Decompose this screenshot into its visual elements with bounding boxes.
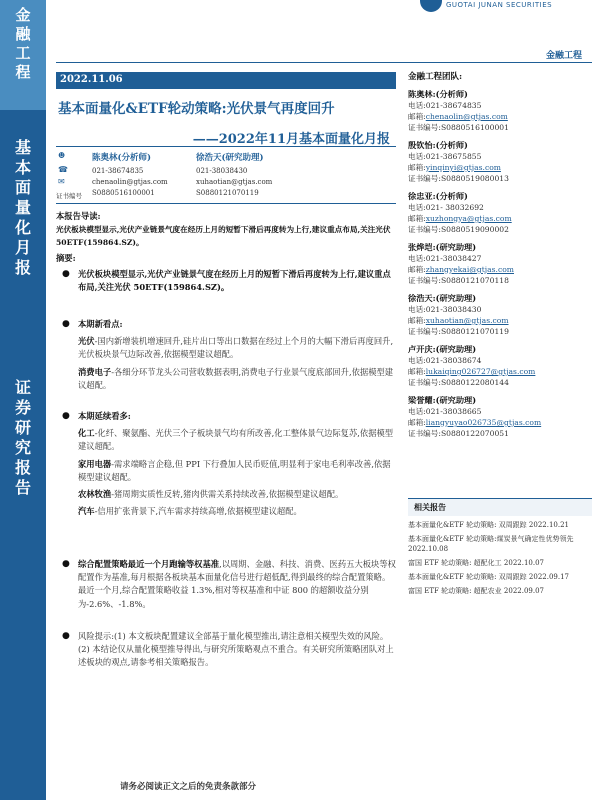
team-member bbox=[408, 139, 592, 184]
paragraph-label: 消费电子 bbox=[78, 366, 112, 377]
analyst-phone: 021-38038430 bbox=[196, 167, 248, 175]
related-report-item[interactable]: 基本面量化&ETF 轮动策略: 双周跟踪 2022.10.21 bbox=[408, 521, 570, 529]
related-reports bbox=[408, 498, 592, 596]
team-member bbox=[408, 343, 592, 388]
member-phone: 电话:021- 38032692 bbox=[408, 203, 484, 212]
date-bar bbox=[56, 72, 396, 89]
guide-heading: 本报告导读: bbox=[56, 211, 101, 221]
member-name: 徐忠亚:(分析师) bbox=[408, 191, 468, 201]
member-email[interactable]: 邮箱:zhangyekai@gtjas.com bbox=[408, 265, 514, 274]
abstract-label bbox=[56, 252, 396, 265]
member-phone: 电话:021-38038427 bbox=[408, 254, 482, 263]
bullet-content bbox=[78, 318, 398, 392]
left-sidebar bbox=[0, 0, 46, 800]
sidebar-mid-label: 基 本 面 量 化 月 报 bbox=[14, 138, 31, 277]
bullet-icon: ● bbox=[62, 269, 70, 279]
abstract-heading: 摘要: bbox=[56, 253, 76, 263]
report-title: 基本面量化&ETF轮动策略:光伏景气再度回升 bbox=[58, 101, 335, 117]
paragraph-text: ,以周期、金融、科技、消费、医药五大板块等权配置作为基准,每月根据各板块基本面量化信号进行超低配,得到最终的综合配置策略。最近一个月,综合配置策略收益 1.3%,相对等权基准和中证 800 的超额收益分别为-2.6%、-1.8%。 bbox=[78, 559, 396, 609]
member-email[interactable]: 邮箱:chenaolin@gtjas.com bbox=[408, 112, 508, 121]
team-member bbox=[408, 190, 592, 235]
member-cert: 证书编号:S0880122080144 bbox=[408, 378, 509, 387]
guide-section bbox=[56, 210, 396, 250]
analyst-card bbox=[92, 151, 168, 199]
paragraph-text: -化纤、聚氨酯、光伏三个子板块景气均有所改善,化工整体景气边际复苏,依据模型建议超配。 bbox=[78, 428, 394, 452]
member-cert: 证书编号:S0880121070118 bbox=[408, 276, 509, 285]
analyst-name: 陈奥林(分析师) bbox=[92, 153, 152, 163]
paragraph-label: 化工 bbox=[78, 428, 95, 439]
analyst-email[interactable]: chenaolin@gtjas.com bbox=[92, 178, 168, 186]
related-report-item[interactable]: 富国 ETF 轮动策略: 超配农业 2022.09.07 bbox=[408, 587, 544, 595]
bullet-paragraph bbox=[78, 427, 398, 453]
bullet-paragraph bbox=[78, 488, 398, 501]
bullet-content bbox=[78, 410, 398, 518]
team-member bbox=[408, 88, 592, 133]
related-report-item[interactable]: 富国 ETF 轮动策略: 超配化工 2022.10.07 bbox=[408, 559, 544, 567]
person-icon: ☻ bbox=[58, 151, 66, 160]
member-name: 梁誉耀:(研究助理) bbox=[408, 395, 477, 405]
paragraph-label: 农林牧渔 bbox=[78, 489, 112, 500]
paragraph-label: 汽车 bbox=[78, 506, 95, 517]
paragraph-text: -猪周期实质性反转,猪肉供需关系持续改善,依据模型建议超配。 bbox=[111, 489, 344, 500]
sidebar-bottom-label: 证 券 研 究 报 告 bbox=[14, 378, 31, 497]
member-email[interactable]: 邮箱:xuzhongya@gtjas.com bbox=[408, 214, 512, 223]
member-phone: 电话:021-38675855 bbox=[408, 152, 482, 161]
team-heading: 金融工程团队: bbox=[408, 72, 463, 82]
analyst-cert: S0880121070119 bbox=[196, 189, 259, 197]
member-cert: 证书编号:S0880121070119 bbox=[408, 327, 509, 336]
bullet-icon: ● bbox=[62, 319, 70, 329]
guide-text: 光伏板块模型显示,光伏产业链景气度在经历上月的短暂下滑后再度转为上行,建议重点布局,关注光伏 50ETF(159864.SZ)。 bbox=[56, 225, 391, 248]
paragraph-text: -各细分环节龙头公司营收数据表明,消费电子行业景气度底部回升,依据模型建议超配。 bbox=[78, 366, 394, 390]
paragraph-label: 家用电器 bbox=[78, 458, 112, 469]
bullet-heading: 本期延续看多: bbox=[78, 411, 131, 421]
member-name: 卢开庆:(研究助理) bbox=[408, 344, 477, 354]
logo-mark-icon bbox=[420, 0, 442, 12]
report-date: 2022.11.06 bbox=[60, 74, 123, 85]
cert-label: 证书编号 bbox=[56, 192, 82, 200]
logo-text: GUOTAI JUNAN SECURITIES bbox=[446, 1, 553, 9]
analyst-card bbox=[196, 151, 272, 199]
analyst-phone: 021-38674835 bbox=[92, 167, 144, 175]
risk-warning: 风险提示:(1) 本文板块配置建议全部基于量化模型推出,请注意相关模型失效的风险。(2) 本结论仅从量化模型推导得出,与研究所策略观点不重合。有关研究所策略团队对上述板块的观点,请参考相关策略报告。 bbox=[78, 631, 394, 668]
team-member bbox=[408, 241, 592, 286]
member-cert: 证书编号:S0880516100001 bbox=[408, 123, 509, 132]
team-panel bbox=[408, 70, 592, 438]
mail-icon: ✉ bbox=[58, 177, 65, 186]
related-report-item[interactable]: 基本面量化&ETF 轮动策略: 双周跟踪 2022.09.17 bbox=[408, 573, 570, 581]
bullet-paragraph bbox=[78, 558, 398, 611]
sidebar-top-label: 金 融 工 程 bbox=[15, 6, 31, 81]
bullet-icon: ● bbox=[62, 631, 70, 641]
analyst-name: 徐浩天(研究助理) bbox=[196, 153, 264, 163]
member-cert: 证书编号:S0880122070051 bbox=[408, 429, 509, 438]
member-phone: 电话:021-38038665 bbox=[408, 407, 482, 416]
analyst-box bbox=[56, 146, 396, 204]
member-phone: 电话:021-38038674 bbox=[408, 356, 482, 365]
disclaimer-footer: 请务必阅读正文之后的免责条款部分 bbox=[120, 782, 257, 792]
member-cert: 证书编号:S0880519090002 bbox=[408, 225, 509, 234]
bullet-paragraph bbox=[78, 505, 398, 518]
bullet-icon: ● bbox=[62, 411, 70, 421]
paragraph-label: 光伏 bbox=[78, 336, 95, 347]
bullet-heading: 本期新看点: bbox=[78, 319, 123, 329]
paragraph-text: -信用扩张背景下,汽车需求持续高增,依据模型建议超配。 bbox=[94, 506, 302, 517]
member-phone: 电话:021-38674835 bbox=[408, 101, 482, 110]
related-report-item[interactable]: 基本面量化&ETF 轮动策略:煤炭景气确定性优势领先 2022.10.08 bbox=[408, 535, 574, 553]
member-email[interactable]: 邮箱:lukaiqing026727@gtjas.com bbox=[408, 367, 536, 376]
paragraph-label: 综合配置策略最近一个月跑输等权基准 bbox=[78, 559, 220, 569]
analyst-email[interactable]: xuhaotian@gtjas.com bbox=[196, 178, 273, 186]
company-logo bbox=[420, 0, 600, 14]
member-phone: 电话:021-38038430 bbox=[408, 305, 482, 314]
member-name: 陈奥林:(分析师) bbox=[408, 89, 468, 99]
team-member bbox=[408, 292, 592, 337]
member-email[interactable]: 邮箱:xuhaotian@gtjas.com bbox=[408, 316, 509, 325]
related-heading: 相关报告 bbox=[408, 498, 592, 516]
member-name: 张烨垲:(研究助理) bbox=[408, 242, 477, 252]
bullet-paragraph bbox=[78, 366, 398, 392]
analyst-cert: S0880516100001 bbox=[92, 189, 155, 197]
report-subtitle: ——2022年11月基本面量化月报 bbox=[192, 132, 390, 147]
paragraph-text: -国内新增装机增速回升,硅片出口等出口数据在经过上个月的大幅下滑后再度回升,光伏板块景气边际改善,依据模型建议超配。 bbox=[78, 336, 394, 360]
team-member bbox=[408, 394, 592, 439]
bullet-paragraph bbox=[78, 458, 398, 484]
related-list bbox=[408, 520, 592, 596]
bullet-paragraph bbox=[78, 335, 398, 361]
member-name: 徐浩天:(研究助理) bbox=[408, 293, 477, 303]
member-cert: 证书编号:S0880519080013 bbox=[408, 174, 509, 183]
bullet-icon: ● bbox=[62, 559, 70, 569]
paragraph-text: -需求端略言企稳,但 PPI 下行叠加人民币贬值,明显利于家电毛利率改善,依据模型建议超配。 bbox=[78, 458, 391, 482]
phone-icon: ☎ bbox=[58, 165, 68, 174]
member-name: 殷钦怡:(分析师) bbox=[408, 140, 468, 150]
section-tag: 金融工程 bbox=[545, 51, 582, 61]
member-email[interactable]: 邮箱:liangyuyao026735@gtjas.com bbox=[408, 418, 542, 427]
member-email[interactable]: 邮箱:yinqinyi@gtjas.com bbox=[408, 163, 501, 172]
header-divider bbox=[56, 62, 592, 63]
bullet-text: 光伏板块模型显示,光伏产业链景气度在经历上月的短暂下滑后再度转为上行,建议重点布局,关注光伏 50ETF(159864.SZ)。 bbox=[78, 269, 391, 293]
